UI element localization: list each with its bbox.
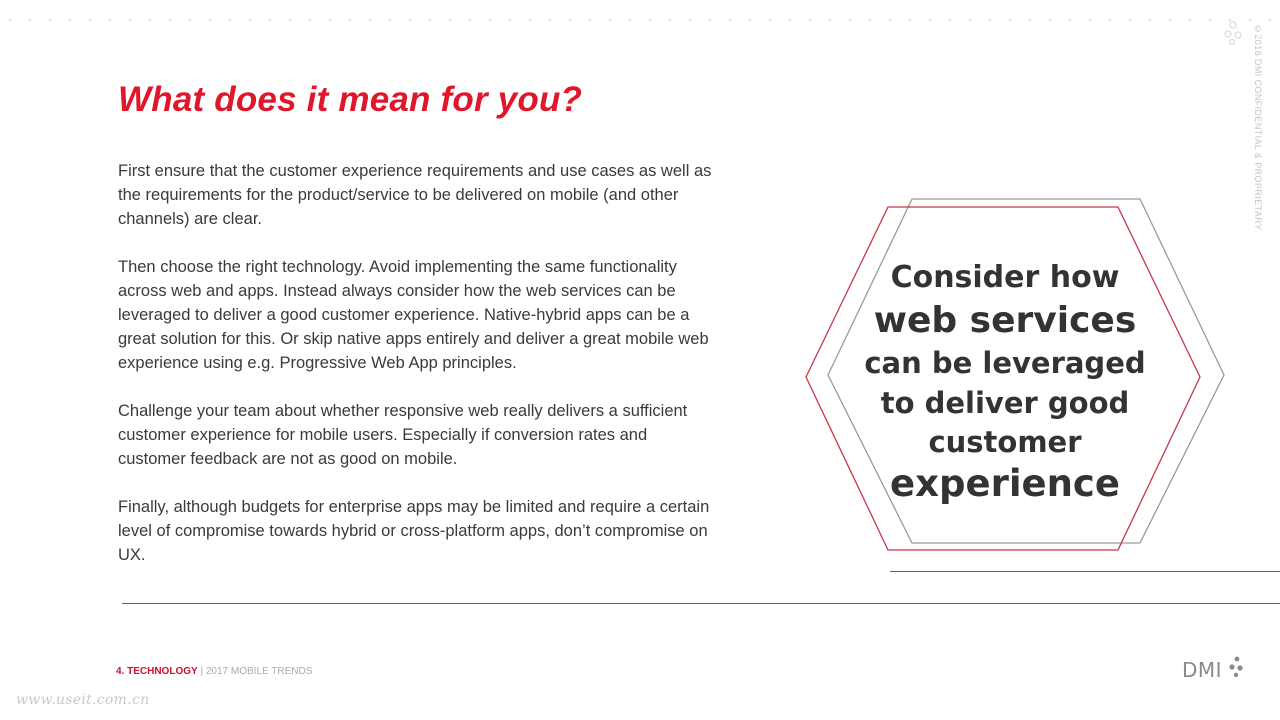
callout-line-2: web services: [873, 300, 1137, 341]
callout-line-6: experience: [890, 462, 1120, 505]
footer-section-label: 4. TECHNOLOGY: [116, 666, 198, 677]
callout-line-5: customer: [928, 425, 1082, 459]
paragraph-requirements: First ensure that the customer experience requirements and use cases as well as the requirements for the product/service to be delivered on mobile (and other channels) are clear.: [118, 162, 712, 228]
callout-line-1: Consider how: [890, 260, 1120, 295]
dotted-top-border: [0, 18, 1280, 22]
callout-line-3: can be leveraged: [864, 346, 1146, 380]
body-text: [118, 159, 718, 591]
dmi-logo-icon: [1225, 656, 1245, 683]
paragraph-enterprise-ux: Finally, although budgets for enterprise apps may be limited and require a certain level of compromise towards hybrid or cross-platform apps, don’t compromise on UX.: [118, 498, 710, 564]
footer: [116, 666, 312, 677]
corner-logo-icon: [1222, 20, 1244, 51]
logo-text: DMI: [1182, 657, 1223, 682]
confidential-note: ©2016 DMI CONFIDENTIAL & PROPRIETARY: [1253, 24, 1263, 231]
dmi-logo: [1182, 656, 1245, 683]
footer-subtitle: 2017 MOBILE TRENDS: [205, 666, 313, 677]
footer-separator: |: [200, 666, 204, 677]
hexagon-callout: [800, 195, 1230, 557]
watermark: www.useit.com.cn: [16, 692, 150, 708]
slide-title: What does it mean for you?: [118, 80, 583, 119]
callout-text: [855, 257, 1155, 507]
divider-long: [122, 603, 1280, 604]
paragraph-technology: Then choose the right technology. Avoid implementing the same functionality across web and apps. Instead always consider how the web services can be leveraged to deliver a good customer experience. Native-hybrid apps can be a great solution for this. Or skip native apps entirely and deliver a great mobile web experience using e.g. Progressive Web App principles.: [118, 258, 709, 372]
divider-short: [890, 571, 1280, 572]
callout-line-4: to deliver good: [880, 386, 1130, 420]
paragraph-responsive-web: Challenge your team about whether responsive web really delivers a sufficient customer experience for mobile users. Especially if conversion rates and customer feedback are not as good on mobile.: [118, 402, 688, 468]
